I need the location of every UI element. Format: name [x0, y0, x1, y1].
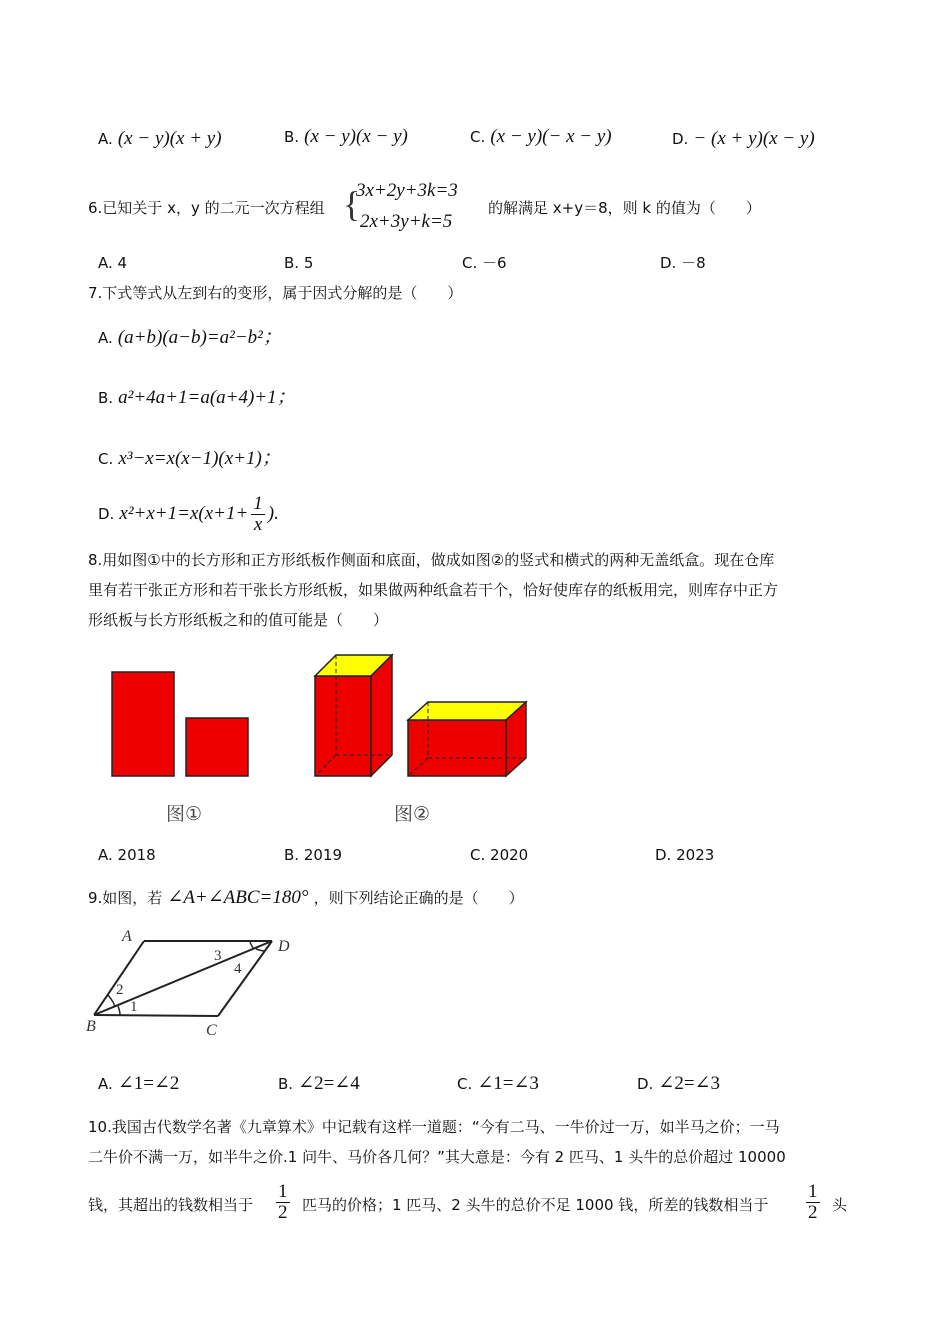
vertex-a-label: A [122, 928, 132, 945]
angle-4-arc [256, 949, 265, 951]
q9-stem-expr: ∠A+∠ABC=180° [167, 887, 309, 908]
q10-line-1: 10.我国古代数学名著《九章算术》中记载有这样一道题：“今有二马、一牛价过一万，如半马之价；一马 [88, 1118, 780, 1136]
q6-stem-end: 的解满足 x+y＝8，则 k 的值为（ ） [488, 199, 761, 217]
q8-option-b [284, 844, 342, 866]
q5-option-b [284, 126, 408, 148]
q7-option-a [98, 322, 282, 349]
fraction [251, 494, 265, 535]
vertex-c-label: C [206, 1022, 217, 1039]
option-text: 2018 [117, 846, 156, 864]
option-label: A. [98, 1075, 113, 1093]
option-label: B. [284, 128, 300, 146]
option-expr: ∠2=∠3 [658, 1073, 720, 1094]
option-expr: x³−x=x(x−1)(x+1)； [118, 448, 281, 469]
q5-option-d [672, 128, 815, 150]
q7-option-d [98, 494, 279, 535]
option-expr: a²+4a+1=a(a+4)+1； [118, 387, 296, 408]
q9-stem-start: 9.如图，若 [88, 889, 163, 907]
horizontal-box [408, 702, 526, 776]
q5-option-c [470, 126, 612, 148]
q9-stem-end: ，则下列结论正确的是（ ） [313, 889, 524, 907]
option-label: D. [672, 130, 689, 148]
q8-option-a [98, 844, 156, 866]
option-label: B. [284, 254, 300, 272]
option-expr: (x − y)(x − y) [304, 126, 408, 147]
option-label: A. [98, 254, 113, 272]
option-label: A. [98, 329, 113, 347]
fraction-denominator: 2 [278, 1202, 288, 1223]
q6-option-a [98, 252, 127, 274]
angle-2-label: 2 [116, 982, 124, 998]
fraction-numerator: 1 [278, 1181, 288, 1202]
option-label: D. [637, 1075, 654, 1093]
q9-figure [80, 925, 310, 1045]
option-expr: ∠1=∠3 [477, 1073, 539, 1094]
angle-3-label: 3 [214, 948, 222, 964]
q6-option-b [284, 252, 313, 274]
q10-line-3-start: 钱，其超出的钱数相当于 [88, 1196, 254, 1214]
q7-option-c [98, 443, 281, 470]
q8-option-c [470, 844, 528, 866]
vertical-box [315, 655, 392, 776]
q10-line-2: 二牛价不满一万，如半牛之价.1 问牛、马价各几何？”其大意是：今有 2 匹马、1 头牛的总价超过 10000 [88, 1148, 786, 1166]
option-expr: (a+b)(a−b)=a²−b²； [117, 327, 282, 348]
fraction [806, 1182, 820, 1223]
angle-1-label: 1 [130, 999, 138, 1015]
q6-equation-1: 3x+2y+3k=3 [356, 180, 458, 201]
option-label: D. [655, 846, 672, 864]
q8-stem-line-1: 8.用如图①中的长方形和正方形纸板作侧面和底面，做成如图②的竖式和横式的两种无盖纸盒。现在仓库 [88, 551, 775, 569]
option-expr: (x − y)(x + y) [117, 128, 222, 149]
option-text: －8 [681, 254, 706, 272]
option-label: A. [98, 130, 113, 148]
angle-4-label: 4 [234, 961, 242, 977]
q7-stem: 7.下式等式从左到右的变形，属于因式分解的是（ ） [88, 284, 463, 302]
option-label: B. [278, 1075, 294, 1093]
q8-option-d [655, 844, 714, 866]
q9-option-d [637, 1072, 720, 1095]
option-label: D. [660, 254, 677, 272]
option-expr-start: x²+x+1=x(x+1+ [119, 503, 249, 524]
option-text: 5 [303, 254, 314, 272]
vertex-d-label: D [278, 938, 290, 955]
option-label: A. [98, 846, 113, 864]
fraction-denominator: 2 [808, 1202, 818, 1223]
option-text: 2020 [490, 846, 529, 864]
vertex-b-label: B [86, 1018, 96, 1035]
q10-fraction-1 [276, 1182, 290, 1223]
fraction [276, 1182, 290, 1223]
q9-option-c [457, 1072, 539, 1095]
option-label: C. [457, 1075, 473, 1093]
fraction-denominator: x [253, 514, 263, 535]
q8-stem-line-3: 形纸板与长方形纸板之和的值可能是（ ） [88, 611, 389, 629]
option-expr: ∠1=∠2 [117, 1073, 180, 1094]
q9-option-b [278, 1072, 360, 1095]
q9-stem [88, 886, 524, 909]
angle-3-arc [250, 942, 254, 949]
square-board [186, 718, 248, 776]
q9-option-a [98, 1072, 179, 1095]
q10-line-3-end: 头 [832, 1196, 848, 1214]
fraction-numerator: 1 [808, 1181, 818, 1202]
option-expr: (x − y)(− x − y) [490, 126, 612, 147]
fraction-numerator: 1 [253, 493, 263, 514]
q10-line-3-middle: 匹马的价格；1 匹马、2 头牛的总价不足 1000 钱，所差的钱数相当于 [302, 1196, 769, 1214]
rectangle-board [112, 672, 174, 776]
option-text: 2019 [303, 846, 343, 864]
angle-2-arc [108, 995, 114, 1007]
q6-option-d [660, 252, 706, 274]
option-label: C. [470, 128, 486, 146]
figure-1-caption: 图① [166, 803, 203, 825]
option-expr: − (x + y)(x − y) [693, 128, 815, 149]
option-label: D. [98, 505, 115, 523]
option-label: B. [284, 846, 300, 864]
q10-fraction-2 [806, 1182, 820, 1223]
segment-bc [94, 1015, 218, 1016]
option-label: C. [98, 450, 114, 468]
q5-option-a [98, 128, 222, 150]
q8-figure [100, 645, 540, 835]
brace-icon: { [343, 184, 361, 224]
option-text: 4 [117, 254, 128, 272]
q6-equation-2: 2x+3y+k=5 [360, 211, 453, 232]
option-text: －6 [482, 254, 507, 272]
option-label: C. [470, 846, 486, 864]
option-text: 2023 [676, 846, 715, 864]
option-expr-end: ). [267, 503, 279, 524]
option-label: C. [462, 254, 478, 272]
q7-option-b [98, 382, 296, 409]
figure-2-caption: 图② [394, 803, 431, 825]
q6-option-c [462, 252, 507, 274]
angle-1-arc [118, 1006, 120, 1015]
q8-stem-line-2: 里有若干张正方形和若干张长方形纸板，如果做两种纸盒若干个，恰好使库存的纸板用完，则库存中正方 [88, 581, 779, 599]
q6-stem-start: 6.已知关于 x，y 的二元一次方程组 [88, 199, 325, 217]
option-expr: ∠2=∠4 [298, 1073, 360, 1094]
option-label: B. [98, 389, 114, 407]
